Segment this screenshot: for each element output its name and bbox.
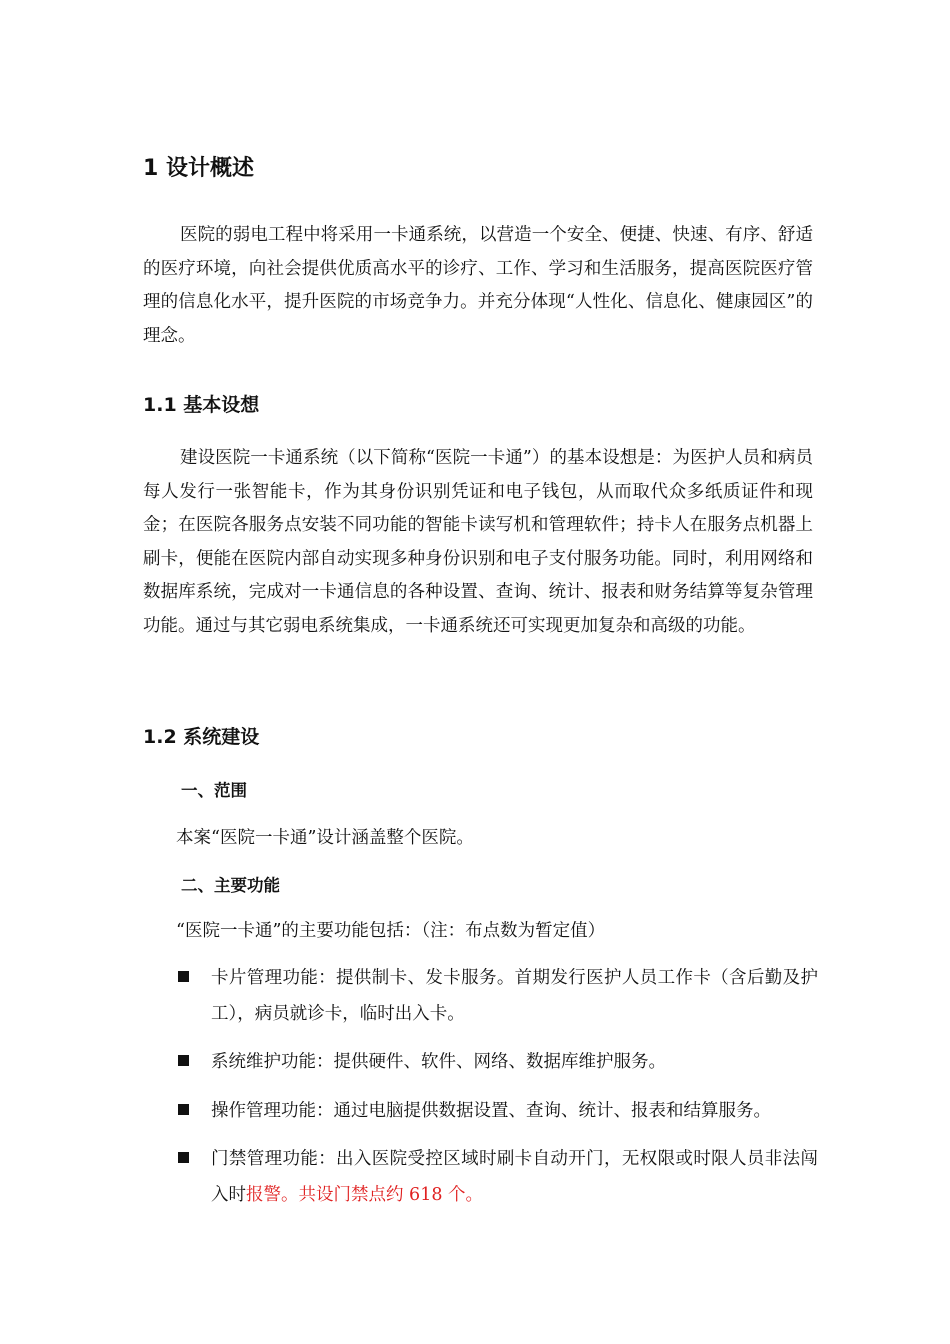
scope-text: 本案“医院一卡通”设计涵盖整个医院。 (176, 828, 474, 848)
list-item-card-management (178, 960, 818, 1032)
section-1-heading: 1 设计概述 (143, 156, 254, 181)
list-item-operation-management (178, 1093, 818, 1129)
functions-intro: “医院一卡通”的主要功能包括：（注：布点数为暂定值） (176, 921, 606, 941)
functions-heading: 二、主要功能 (181, 876, 280, 895)
list-item-text: 卡片管理功能：提供制卡、发卡服务。首期发行医护人员工作卡（含后勤及护工），病员就诊卡，临时出入卡。 (211, 968, 818, 1024)
list-item-text: 系统维护功能：提供硬件、软件、网络、数据库维护服务。 (211, 1052, 666, 1072)
list-item-access-control (178, 1141, 818, 1213)
access-control-text: 门禁管理功能：出入医院受控区域时刷卡自动开门，无权限或时限人员非法闯入时 (211, 1149, 818, 1205)
square-bullet-icon (178, 971, 189, 982)
square-bullet-icon (178, 1055, 189, 1066)
square-bullet-icon (178, 1104, 189, 1115)
list-item-system-maintenance (178, 1044, 818, 1080)
section-1-2-heading: 1.2 系统建设 (143, 726, 260, 748)
access-control-highlight: 报警。共设门禁点约 618 个。 (246, 1185, 484, 1205)
square-bullet-icon (178, 1152, 189, 1163)
list-item-text (211, 1141, 818, 1213)
list-item-text: 操作管理功能：通过电脑提供数据设置、查询、统计、报表和结算服务。 (211, 1101, 771, 1121)
scope-heading: 一、范围 (181, 781, 247, 800)
section-1-paragraph: 医院的弱电工程中将采用一卡通系统，以营造一个安全、便捷、快速、有序、舒适的医疗环境，向社会提供优质高水平的诊疗、工作、学习和生活服务，提高医院医疗管理的信息化水平，提升医院的市场竞争力。并充分体现“人性化、信息化、健康园区”的理念。 (143, 225, 813, 346)
section-1-1-paragraph: 建设医院一卡通系统（以下简称“医院一卡通”）的基本设想是：为医护人员和病员每人发行一张智能卡，作为其身份识别凭证和电子钱包，从而取代众多纸质证件和现金；在医院各服务点安装不同功能的智能卡读写机和管理软件；持卡人在服务点机器上刷卡，便能在医院内部自动实现多种身份识别和电子支付服务功能。同时，利用网络和数据库系统，完成对一卡通信息的各种设置、查询、统计、报表和财务结算等复杂管理功能。通过与其它弱电系统集成，一卡通系统还可实现更加复杂和高级的功能。 (143, 448, 813, 636)
section-1-1-heading: 1.1 基本设想 (143, 394, 260, 416)
